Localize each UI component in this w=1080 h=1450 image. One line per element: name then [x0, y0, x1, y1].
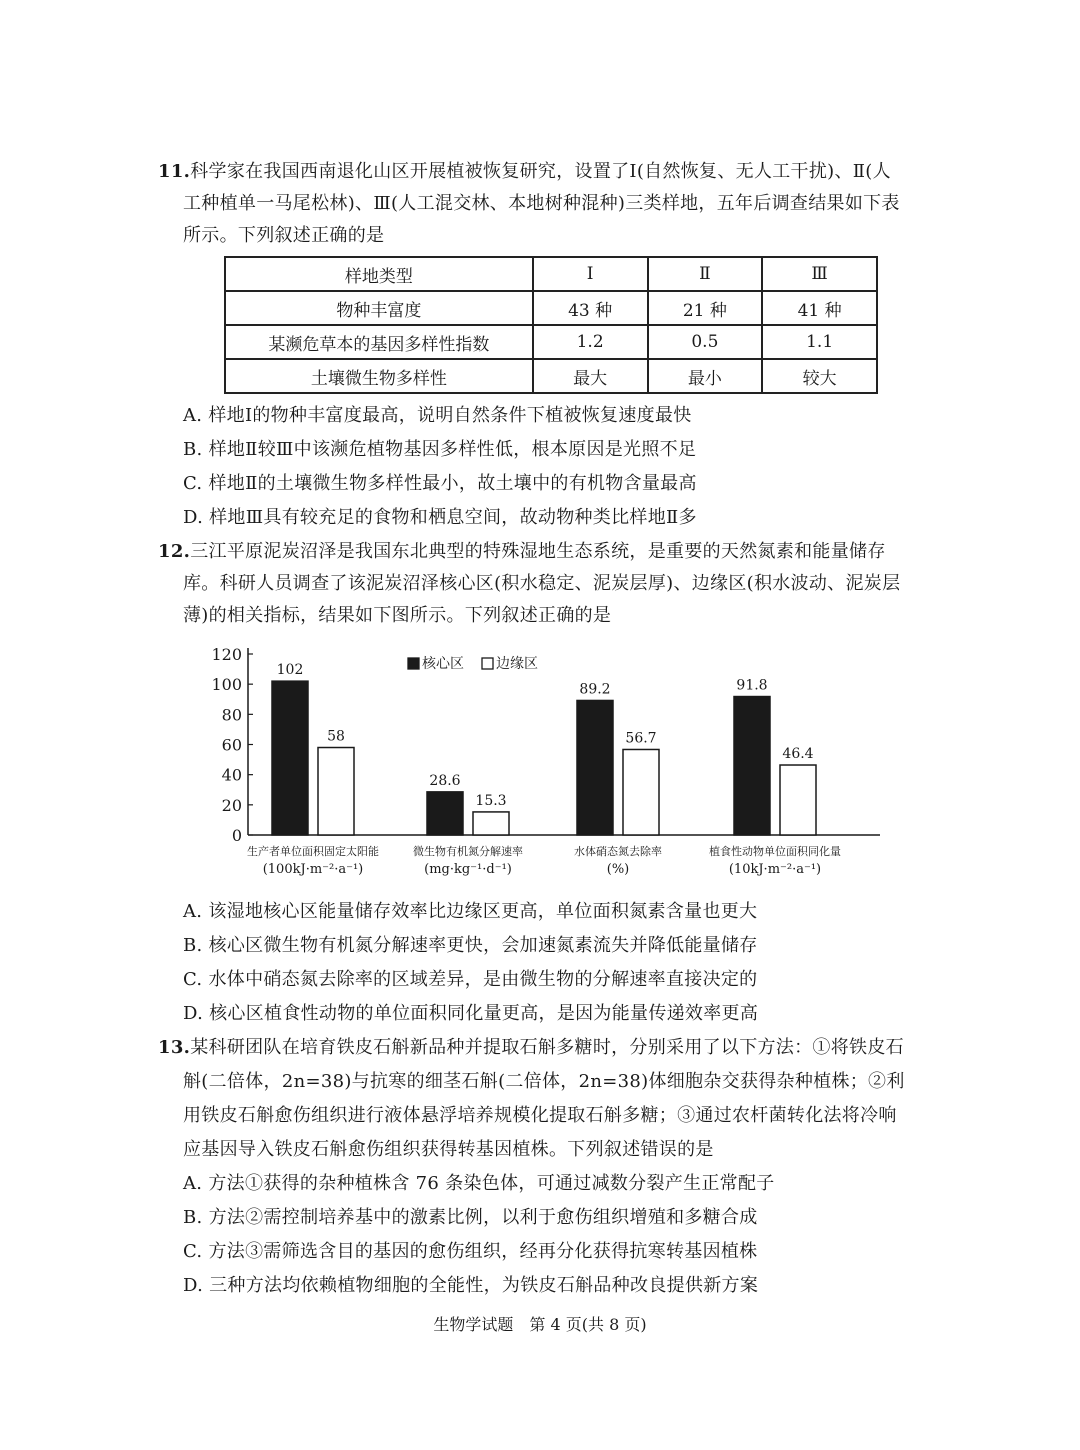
- table-cell: 较大: [762, 359, 877, 393]
- legend-swatch-edge: [482, 658, 493, 669]
- q13-option-d: D. 三种方法均依赖植物细胞的全能性，为铁皮石斛品种改良提供新方案: [183, 1275, 759, 1296]
- q12-line-3: 薄)的相关指标，结果如下图所示。下列叙述正确的是: [183, 605, 612, 626]
- x-category-label: (100kJ·m⁻²·a⁻¹): [262, 862, 364, 877]
- y-tick-label: 120: [211, 645, 242, 664]
- q12-line-1: 12.三江平原泥炭沼泽是我国东北典型的特殊湿地生态系统，是重要的天然氮素和能量储存: [158, 541, 886, 562]
- bar-core: [272, 681, 308, 835]
- bar-value-label: 46.4: [782, 746, 814, 763]
- x-category-label: (%): [606, 862, 630, 877]
- q11-table: [224, 256, 878, 394]
- q13-option-b: B. 方法②需控制培养基中的激素比例，以利于愈伤组织增殖和多糖合成: [183, 1207, 758, 1228]
- table-row: [225, 291, 877, 325]
- q12-number: 12.: [158, 541, 191, 562]
- q13-line-2: 斛(二倍体，2n=38)与抗寒的细茎石斛(二倍体，2n=38)体细胞杂交获得杂种植株；②利: [183, 1071, 905, 1092]
- q13-option-c: C. 方法③需筛选含目的基因的愈伤组织，经再分化获得抗寒转基因植株: [183, 1241, 758, 1262]
- q11-option-b: B. 样地Ⅱ较Ⅲ中该濒危植物基因多样性低，根本原因是光照不足: [183, 439, 697, 460]
- table-row: [225, 325, 877, 359]
- table-cell: Ⅲ: [762, 257, 877, 291]
- q11-line-2: 工种植单一马尾松林)、Ⅲ(人工混交林、本地树种混种)三类样地，五年后调查结果如下表: [183, 193, 900, 214]
- q13-option-a: A. 方法①获得的杂种植株含 76 条染色体，可通过减数分裂产生正常配子: [183, 1173, 775, 1194]
- q12-bar-chart: [200, 640, 880, 880]
- table-cell: 最大: [533, 359, 648, 393]
- table-cell: 土壤微生物多样性: [225, 359, 533, 393]
- table-cell: 物种丰富度: [225, 291, 533, 325]
- y-tick-label: 40: [221, 765, 242, 785]
- q11-line-1: 11.科学家在我国西南退化山区开展植被恢复研究，设置了Ⅰ(自然恢复、无人工干扰)、Ⅱ(人: [158, 161, 891, 182]
- q13-number: 13.: [158, 1037, 191, 1058]
- x-category-label: (10kJ·m⁻²·a⁻¹): [728, 862, 822, 877]
- table-cell: 某濒危草本的基因多样性指数: [225, 325, 533, 359]
- table-cell: 1.2: [533, 325, 648, 359]
- y-tick-label: 100: [211, 675, 242, 695]
- bar-value-label: 91.8: [736, 677, 768, 694]
- bar-edge: [623, 749, 659, 835]
- bar-value-label: 58: [327, 728, 345, 745]
- bar-value-label: 89.2: [579, 681, 611, 698]
- y-tick-label: 20: [221, 795, 242, 815]
- x-category-label: 生产者单位面积固定太阳能: [247, 845, 379, 858]
- bar-value-label: 15.3: [475, 792, 507, 809]
- table-row: [225, 359, 877, 393]
- bar-value-label: 28.6: [429, 772, 461, 789]
- q13-line-1: 13.某科研团队在培育铁皮石斛新品种并提取石斛多糖时，分别采用了以下方法：①将铁皮石: [158, 1037, 904, 1058]
- x-category-label: 植食性动物单位面积同化量: [709, 845, 841, 858]
- bar-edge: [780, 765, 816, 835]
- table-cell: 0.5: [648, 325, 763, 359]
- bar-edge: [318, 748, 354, 835]
- x-category-label: 微生物有机氮分解速率: [413, 845, 523, 858]
- table-cell: 41 种: [762, 291, 877, 325]
- page-footer: 生物学试题 第 4 页(共 8 页): [433, 1315, 647, 1334]
- legend-swatch-core: [408, 658, 419, 669]
- bar-core: [427, 792, 463, 835]
- legend-label: 核心区: [422, 656, 464, 672]
- table-cell: 43 种: [533, 291, 648, 325]
- legend-label: 边缘区: [496, 656, 538, 672]
- bar-value-label: 56.7: [625, 730, 657, 747]
- q11-option-c: C. 样地Ⅱ的土壤微生物多样性最小，故土壤中的有机物含量最高: [183, 473, 697, 494]
- q13-line-4: 应基因导入铁皮石斛愈伤组织获得转基因植株。下列叙述错误的是: [183, 1139, 714, 1160]
- q12-option-b: B. 核心区微生物有机氮分解速率更快，会加速氮素流失并降低能量储存: [183, 935, 758, 956]
- q12-option-d: D. 核心区植食性动物的单位面积同化量更高，是因为能量传递效率更高: [183, 1003, 759, 1024]
- q13-line-3: 用铁皮石斛愈伤组织进行液体悬浮培养规模化提取石斛多糖；③通过农杆菌转化法将冷响: [183, 1105, 897, 1126]
- table-header-row: [225, 257, 877, 291]
- table-cell: Ⅱ: [648, 257, 763, 291]
- q12-line-2: 库。科研人员调查了该泥炭沼泽核心区(积水稳定、泥炭层厚)、边缘区(积水波动、泥炭层: [183, 573, 901, 594]
- x-category-label: 水体硝态氮去除率: [574, 845, 662, 858]
- q11-option-d: D. 样地Ⅲ具有较充足的食物和栖息空间，故动物种类比样地Ⅱ多: [183, 507, 697, 528]
- bar-value-label: 102: [276, 662, 304, 679]
- table-cell: 样地类型: [225, 257, 533, 291]
- y-tick-label: 60: [221, 735, 242, 755]
- q12-option-a: A. 该湿地核心区能量储存效率比边缘区更高，单位面积氮素含量也更大: [183, 901, 758, 922]
- q11-option-a: A. 样地Ⅰ的物种丰富度最高，说明自然条件下植被恢复速度最快: [183, 405, 692, 426]
- table-cell: 1.1: [762, 325, 877, 359]
- q12-option-c: C. 水体中硝态氮去除率的区域差异，是由微生物的分解速率直接决定的: [183, 969, 758, 990]
- table-cell: Ⅰ: [533, 257, 648, 291]
- q11-line-3: 所示。下列叙述正确的是: [183, 225, 385, 246]
- bar-core: [577, 700, 613, 835]
- y-tick-label: 0: [231, 826, 242, 845]
- table-cell: 21 种: [648, 291, 763, 325]
- bar-core: [734, 697, 770, 835]
- y-tick-label: 80: [221, 705, 242, 725]
- q11-number: 11.: [158, 161, 191, 182]
- x-category-label: (mg·kg⁻¹·d⁻¹): [424, 862, 512, 877]
- table-cell: 最小: [648, 359, 763, 393]
- bar-edge: [473, 812, 509, 835]
